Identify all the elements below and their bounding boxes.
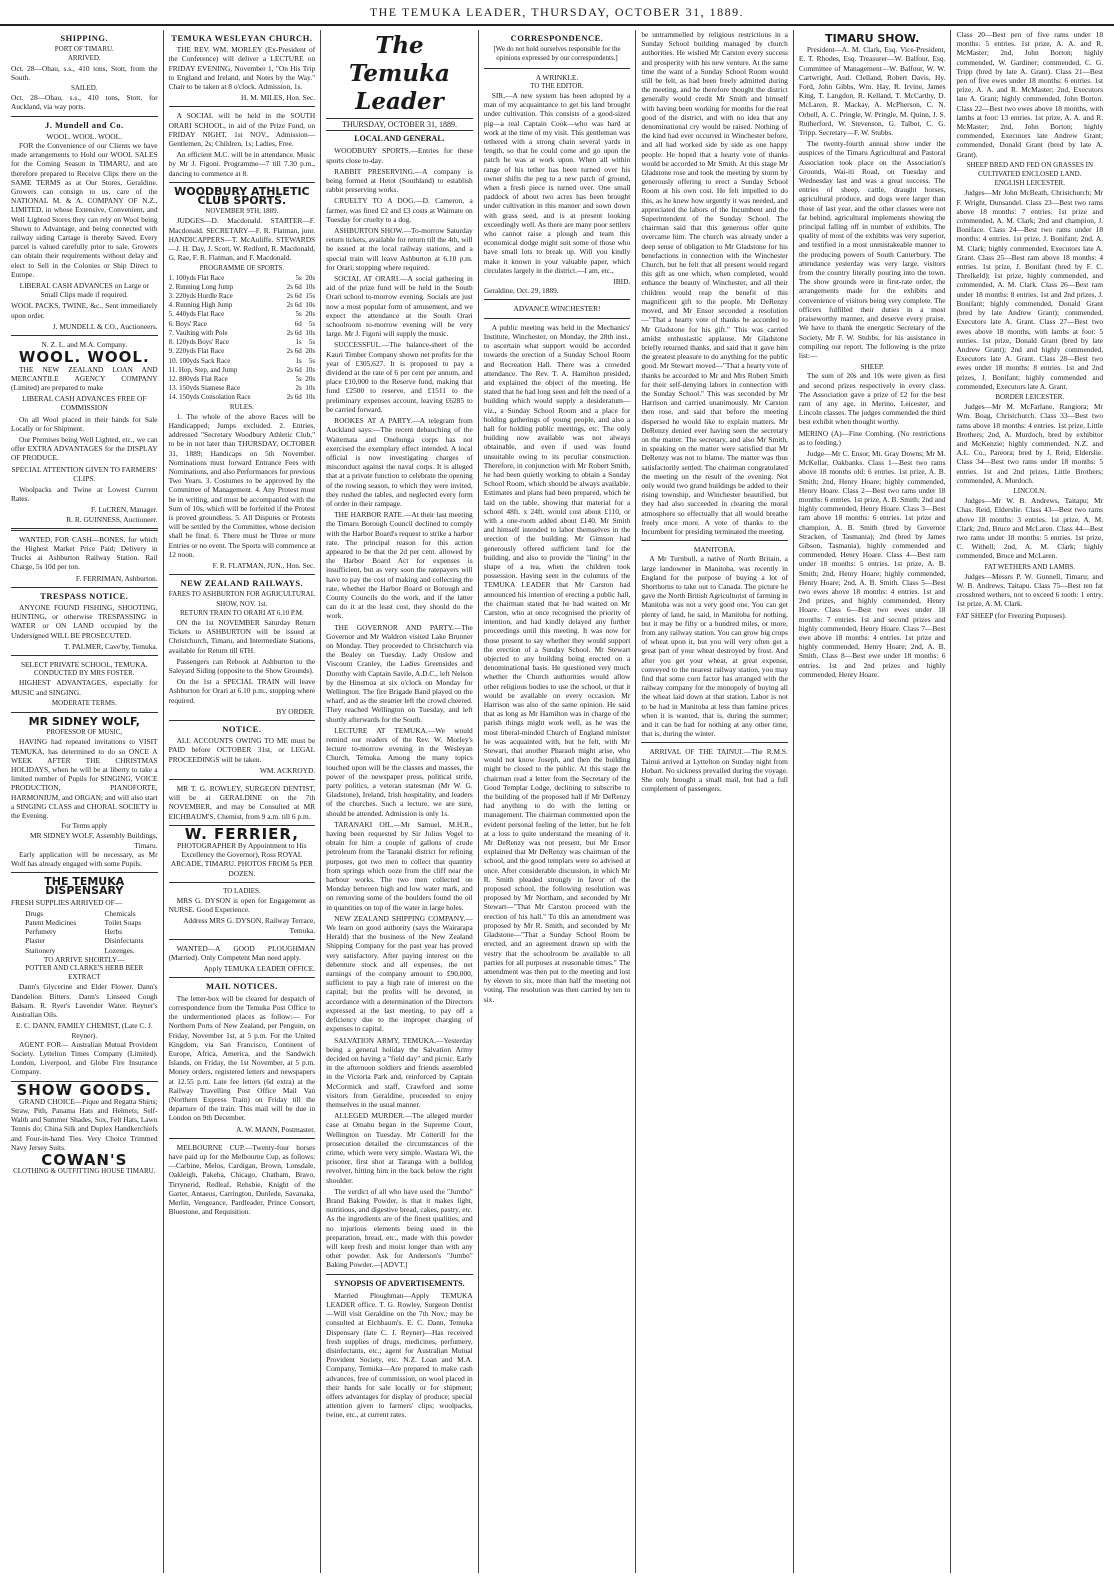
trespass-body: ANYONE FOUND FISHING, SHOOTING, HUNTING, or otherwise TRESPASSING in WATER or ON LAND occupied by the Undersigned WILL BE PROSECUTED. [11,602,158,640]
prize: 20s [305,347,316,356]
entry-fee: 2s 6d [286,292,302,301]
event-name: 2. Running Long Jump [168,282,234,291]
wanted-bones: WANTED, FOR CASH—BONES, for which the Highest Market Price Paid; Delivery in Trucks at Ashburton Railway Station. Rail Charge, 5s 10d per ton. [11,534,158,572]
railways-body: ON the 1st NOVEMBER Saturday Return Tickets to ASHBURTON will be issued at Christchurch, Timaru, and Intermediate Stations, available for Return till 6TH. [168,617,316,655]
sports-event-row [169,283,316,292]
sports-table [169,274,316,403]
column-5 [636,30,794,1573]
drug-list-right [104,909,143,955]
dann-signature: E. C. DANN, FAMILY CHEMIST, (Late C. J. Reyner). [15,1021,153,1040]
mail-body: The letter-box will be cleared for despatch of correspondence from the Temuka Post Office to the undermentioned places as follow:— For Northern Ports of New Zealand, per Penguin, on Friday, November 1st, at 5 p.m. For the United Kingdom, via San Francisco, Continent of Europe, Africa, America, and the Sandwich Islands, on Friday, the 1st November, at 5 p.m. Money orders, registered letters and newspapers at 12.55 p.m. Late fee letters (6d extra) at the Railway Travelling Post Office Mail Van (Northern Express Train) on Friday till the departure of the train. This mail will be due in London on 9th December. [168,993,316,1123]
sports-event-row [169,347,316,356]
advance-winchester-body: A public meeting was held in the Mechanics' Institute, Winchester, on Monday, the 28th inst., to ascertain what support would be accorded towards the erection of a Sunday School Room and Recreation Hall. There was a crowded attendance. The Rev. T. A. Hamilton presided, and explained the object of the meeting. He stated that he had long seen and felt the need of a building which would supply a desideratum—viz., a Sunday School Room and a place for holding gatherings of young people, and also a hall for holding public meetings, etc. The only building now available was not always obtainable, and even if used was found unsuitable owing to its peculiar construction. Therefore, in conjunction with Mr Robert Smith, he had been quietly working to obtain a Sunday School Room, which should be always available. Estimates and plans had been prepared, which he laid on the table, showing that material for a school 48ft. x 24ft. would cost about £110, or with a one-room added about £140. Mr Smith and himself intended to labor themselves in the erection of the building. Mr Gimson had generously offered sufficient land for the building, and also to provide the "lining" in the shape of a tea, when the children took possession. Having seen in the columns of the TEMUKA LEADER that Mr Carston had announced his intention of erecting a public hall, the chairman stated that he had waited on Mr Carston, who at once recognised the priority of intention, and had kindly delayed any further proceedings until this meeting. It was now for those present to say whether they would support the erection of a Sunday School. Mr Stewart objected to any building being erected on a denominational basis. He questioned very much whether the Church authorities would allow other religious bodies to use the school, or that it would be available on every occasion. Mr Harrison was also of the same opinion. He said that as long as Mr Hamilton was in charge of the parish things might work well, as he was the most liberal-minded Church of England minister he was acquainted with, but he felt, with Mr Stewart, that another Pharaoh might arise, who would not know Joseph, and then the building might be closed to the public. At this stage the chairman read a letter from the Secretary of the Good Templar Lodge, declining to subscribe to the building of the proposed hall if Mr DeRenzy had anything to do with the letting or management. The chairman commented upon the evident personal feeling of the letter, but he felt at a loss to quite understand the meaning of it. Mr DeRenzy was not present, but Mr Ensor explained that Mr DeRenzy was chairman of the school, and the good templars were so advised at once. After considerable discussion, in which Mr R. Smith pleaded strongly in favor of the proposed school, the following resolution was proposed by Mr Northam, and seconded by Mr Stewart—"That Mr Carston proceed with the erection of his hall." To this an amendment was proposed by Mr R. Smith, and seconded by Mr Gladstone—"That a Sunday School Room be erected, and an agreement drawn up with the vestry that the schoolroom be available to all parties for all purposes at reasonable times." The amendment was then put to the meeting and lost by eleven to six, more than half the meeting not voting. The resolution was then carried by ten to six. [483,322,631,1004]
fat-wethers-body: Judges—Messrs P. W. Gunnell, Timaru; and W. B. Andrews, Taitapu. Class 75—Best ten fat crossbred wethers, not to exceed 6 tooth: 1 entry. 1st prize, A. M. Clark. [956,571,1104,609]
disclaimer: [We do not hold ourselves responsible for the opinions expressed by our correspondents.] [493,45,621,63]
notice-heading: NOTICE. [222,724,262,735]
column-3 [321,30,479,1573]
event-name: 11. Hop, Step, and Jump [168,365,238,374]
local-paragraph: ROOKES AT A PARTY.—A telegram from Auckland says:—The recent debauching of the Waitemata and Onehunga corps has not exercised the exemplary effect intended. A local official is now investigating charges of misconduct against the naval corps. It is alleged that at a private function to celebrate the opening of the rowing season, to which they were invited, they rushed the tables, and neglected every form of order in their rampage. [326,416,473,508]
ferrier-heading: W. FERRIER, [184,824,299,843]
woolpacks-twine: Woolpacks and Twine at Lowest Current Rates. [11,484,158,504]
issue-date: THURSDAY, OCTOBER 31, 1889. [326,118,473,131]
lucren-signature: F. LuCREN, Manager. [91,505,158,515]
tainui-arrival: ARRIVAL OF THE TAINUI.—The R.M.S. Tainui arrived at Lyttelton on Sunday night from Hobart. No sickness prevailed during the voyage. She only brought a small mail, but had a full complement of passengers. [641,747,788,794]
local-paragraph: NEW ZEALAND SHIPPING COMPANY.—We learn on good authority (says the Wairarapa Herald) that the business of the New Zealand Shipping Company for the past year has proved very satisfactory. After paying interest on the debenture stock and all expenses, the net earnings of the company amount to £90,000, sufficient to pay a high rate of interest on the capital; but the profits will be devoted, in accordance with a determination of the Directors expressed at the last meeting, to pay off a deficiency due to the improper charging of expenses to capital. [326,913,473,1034]
woodbury-heading: WOODBURY ATHLETIC CLUB SPORTS. [174,184,310,208]
entry-fee: 5s [295,310,302,319]
mundell-body: FOR the Convenience of our Clients we have made arrangements to Hold our WOOL SALES for the Coming Season in TIMARU, and are therefore prepared to Receive Clips there on the SAME TERMS as at Our Stores, Geraldine. Growers can consign to us, care of the NATIONAL M. & A. COMPANY OF N.Z., LIMITED, in whose Extensive, Convenient, and Well Lighted Stores they can rely on Wool being Shown to Advantage, and being connected with railway siding Cartage is thereby Saved. Every parcel is valued carefully prior to sale. Growers can obtain their requirements without delay and elect to Sell in the Colonies or Ship Direct to Europe. [11,141,158,279]
drug-item: Toilet Soaps [104,918,142,928]
shipping-heading: SHIPPING. [60,33,109,43]
border-leicester-heading: BORDER LEICESTER. [995,392,1065,401]
grand-choice: GRAND CHOICE—Pique and Regatta Shirts; Straw, Pith, Panama Hats and Helmets; Self-Walth and Summer Shades, Sox, Felt Hats, Lawn Tennis do; China Silk and Duplex Handkerchiefs and Four-in-hand Ties. Very Choice Trimmed Navy Jersey Suits. [11,1096,158,1152]
column-1 [6,30,164,1573]
cultivated-heading: SHEEP BRED AND FED ON GRASSES IN CULTIVATED ENCLOSED LAND. [966,160,1094,179]
sailed-text: Oct. 28—Ohau, s.s., 410 tons, Stott, for Auckland, via way ports. [11,93,158,112]
return-train: RETURN TRAIN TO ORARI AT 6.10 P.M. [179,608,304,617]
railways-heading: NEW ZEALAND RAILWAYS. [180,578,304,589]
synopsis-body: Married Ploughman—Apply TEMUKA LEADER office. T. G. Rowley, Surgeon Dentist—Will visit Geraldine on the 7th Nov.; may be consulted at Eichbaum's. E. C. Dann, Temuka Dispensary (late C. J. Reyner)—Has received fresh supplies of drugs, medicines, perfumery, disinfectants, etc.; agent for Australian Mutual Provident Society, etc. N.Z. Loan and M.A. Company, Temuka—Are prepared to make cash advances, free of commission, on wool placed in their hands for sale locally or for shipment; offers advantages for display of produce; special attention given to farmers' clips; woolpacks, twine, etc., at current rates. [326,1290,473,1420]
guinness-signature: R. R. GUINNESS, Auctioneer. [66,514,158,524]
liberal-free: LIBERAL CASH ADVANCES FREE OF COMMISSION [22,394,147,413]
event-name: 12. 880yds Flat Race [168,374,228,383]
entry-fee: 2s 6d [286,328,302,337]
entry-fee: 2s 6d [286,365,302,374]
prize: 10s [305,328,316,337]
woodbury-date: NOVEMBER 9TH, 1889. [205,207,279,216]
highest-advantages: HIGHEST ADVANTAGES, especially for MUSIC and SINGING. [11,678,158,697]
local-paragraph: RABBIT PRESERVING.—A company is being formed at Hetot (Southland) to establish rabbit preserving works. [326,166,473,195]
prize: 10s [305,282,316,291]
event-name: 8. 120yds Boys' Race [168,338,229,347]
local-paragraphs [326,146,473,1269]
sports-event-row [169,292,316,301]
conducted-by: CONDUCTED BY MRS FOSTER. [34,669,135,678]
social-details: An efficient M.C. will be in attendance. Music by Mr J. Figoni. Programme—7 till 7.30 p.m., dancing to commence at 8. [168,150,316,178]
special-attention: SPECIAL ATTENTION GIVEN TO FARMERS' CLIPS. [11,464,158,483]
entry-fee: 5s [295,273,302,282]
local-paragraph: WOODBURY SPORTS.—Entries for these sports close to-day. [326,146,473,165]
prize-list-continued: Class 20—Best pen of five rams under 18 months: 5 entries. 1st prize, A. A. and R. McMaster; 2nd, John Borton; highly commended, W. Gardiner; commended, C. G. Tripp (bred by late A. Grant). Class 21—Best pen of five ewes under 18 months: 6 entries. 1st prize, A. A. and R. McMaster; 2nd, Executors late A. Grant; highly commended, John Borton. Class 22—Best two ewes above 18 months, with lambs at foot: 13 entries. 1st prize, A. A. and R. McMaster; 2nd, John Borton; highly commended, Executors late Andrew Grant; commended, Donald Grant (bred by late A. Grant). [956,30,1104,159]
show-report: The twenty-fourth annual show under the auspices of the Timaru Agricultural and Pastoral Association took place on the Association's Grounds, Wai-iti Road, on Tuesday and Wednesday last and was a great success. The entries of sheep, cattle, draught horses, agricultural produce, and dogs were larger than those of last year, and the other classes were not far behind, agricultural implements showing the principal falling off in number of exhibits. The quality of most of the exhibits was very superior, and testified in a most unmistakeable manner to the producing powers of South Canterbury. The attendance yesterday was very large, visitors from the country literally pouring into the town. The show grounds were in first-rate order, the arrangements made for the exhibits and convenience of visitors being very complete. The officers fulfilled their duties in a most praiseworthy manner, and deserve every praise. We have to thank the energetic Secretary of the Society, Mr F. W. Stubbs, for his assistance in compiling our report. The following is the prize list:— [798,139,946,360]
drug-list-left [25,909,76,955]
dann-items: Dann's Glycerine and Elder Flower. Dann's Dandelion Bitters. Dann's Linseed Cough Balsam. R. Ryer's Lavender Water. Reyner's Australian Oils. [11,982,158,1020]
ploughman-apply: Apply TEMUKA LEADER OFFICE. [203,964,316,974]
sheep-body: The sum of 20s and 10s were given as first and second prizes respectively in every class. The Association gave a prize of £2 for the best ram of any age, in Merino, Leicester, and Lincoln classes. The judges commended the third best exhibit when thought worthy. [798,371,946,427]
timaru-show-heading: TIMARU SHOW. [825,32,920,45]
local-paragraph: CRUELTY TO A DOG.—D. Cameron, a farmer, was fined £2 and £3 costs at Waimate on Tuesday for cruelty to a dog. [326,196,473,224]
wolf-body: HAVING had repeated invitations to VISIT TEMUKA, has determined to do so ONCE A WEEK AFTER THE CHRISTMAS HOLIDAYS, when he will be at liberty to take a limited number of Pupils for SINGING, VOICE PRODUCTION, PIANOFORTE, HARMONIUM, and ORGAN; and will also start a SINGING CLASS and CHORAL SOCIETY in the Evening. [11,737,158,821]
advance-winchester-heading: ADVANCE WINCHESTER! [513,304,601,314]
special-train: On the 1st a SPECIAL TRAIN will leave Ashburton for Orari at 6.10 p.m., stopping where required. [168,677,316,705]
manitoba-body: A Mr Turnbull, a native of North Britain, a large landowner in Manitoba, was recently in England for the purpose of buying a lot of Shorthorns to take out to Canada. The picture he gave the North British Agriculturist of farming in Manitoba was not a very good one. You can get plenty of land, he said, in Manitoba for nothing, but it may be fifty or a hundred miles, or more, from any railway station. You can grow big crops of wheat upon it, but you will very often get a great part of your wheat destroyed by frost. And after you get your wheat, at great expense, conveyed to the nearest railway station, you may find that some corn factor has arranged with the railway company for the monopoly of buying all the wheat laid down at that station. Labor is not to be had in Manitoba at less than famine prices when it is wanted, that is, during the summer; and it can be had for nothing at any other time, that is, during the winter. [641,554,788,739]
wolf-early: Early application will be necessary, as Mr Wolf has already engaged with some Pupils. [11,849,158,869]
column-4 [479,30,637,1573]
event-name: 1. 100yds Flat Race [168,273,225,282]
wool-triple: WOOL. WOOL. WOOL. [46,131,123,141]
local-paragraph: SUCCESSFUL.—The balance-sheet of the Kauri Timber Company shown net profits for the year of £305,627. It is proposed to pay a dividend at the rate of 6 per cent per annum, and place £10,000 to the Reserve fund, making that fund £2500 to reserve, and £1511 to the preliminary expenses account, leaving £6285 to be carried forward. [326,340,473,414]
select-school-heading: SELECT PRIVATE SCHOOL, TEMUKA. [20,659,148,669]
drug-lists [11,909,158,955]
mann-signature: A. W. MANN, Postmaster. [236,1124,316,1134]
correspondence-heading: CORRESPONDENCE. [510,33,604,43]
clothing-house: CLOTHING & OUTFITTING HOUSE TIMARU. [13,1167,156,1176]
sports-event-row [169,366,316,375]
mundell-signature: J. MUNDELL & CO., Auctioneers. [52,321,158,331]
sports-event-row [169,274,316,283]
mail-heading: MAIL NOTICES. [206,981,278,992]
local-paragraph: THE GOVERNOR AND PARTY.—The Governor and Mr Waldron visited Lake Brunner on Monday. They proceeded to Christchurch via the Bealey on Tuesday. Lady Onslow and Viscount Cranley, the Ladies Greensides and Dorothy with Captain Savile, A.D.C., left Nelson by the Hinemoa at six o'clock on Monday for Wellington. The fire Brigade Band played on the wharf, and as the steamer left the crowd cheered. They reached Wellington on Tuesday, and left shortly afterwards for the South. [326,622,473,724]
drug-item: Disinfectants [104,936,144,946]
sports-event-row [169,384,316,393]
wrinkle-heading: A WRINKLE. [535,72,579,82]
rules-body: 1. The whole of the above Races will be Handicapped; Jumps excluded. 2. Entries, addressed "Secretary Woodbury Athletic Club," to be in not later than THURSDAY, OCTOBER 31, 1889; Handicaps on 5th November. Nominations must forward Entrance Fees with Nominations, and also Performances for previous Two Years. 3. Costumes to be approved by the Committee of Management. 4. Any Protest must be in writing, and must be accompanied with the Sum of 10s, which will be forfeited if the Protest is proved groundless. 5. All Disputes or Protests will be settled by the Committee, whose decision shall be final. 6. There must be Three or more Entries or no event. The Sports will commence at 12 noon. [168,411,316,559]
sheep-heading: SHEEP. [860,362,884,372]
wolf-heading: MR SIDNEY WOLF, [28,715,140,728]
event-name: 10. 100yds Sack Race [168,356,231,365]
dispensary-heading: THE TEMUKA DISPENSARY [44,875,125,898]
drug-item: Chemicals [104,908,136,918]
by-order: BY ORDER. [276,706,316,716]
drug-item: Stationery [25,945,56,955]
to-ladies: TO LADIES. [223,886,261,895]
sports-event-row [169,393,316,402]
prize: 15s [305,292,316,301]
sports-event-row [169,357,316,366]
fresh-supplies: FRESH SUPPLIES ARRIVED OF— [11,897,123,907]
lincoln-body: Judges—Mr W. B. Andrews, Taitapu; Mr Chas. Reid, Elderslie. Class 43—Best two rams above 18 months: 3 entries. 1st prize, A. M. Clark; 2nd, Bruce and McLaren. Class 44—Best two rams under 18 months: 5 entries. 1st prize, C. Withell; 2nd, A. M. Clark; highly commended, Bruce and McLaren. [956,496,1104,561]
trespass-heading: TRESPASS NOTICE. [40,590,129,601]
merino-heading: MERINO (A)—Fine Combing. (No restrictions as to feeding.) [798,428,946,447]
ploughman-wanted: WANTED—A GOOD PLOUGHMAN (Married). Only Competent Man need apply. [168,943,316,963]
entry-fee: 2s 6d [286,282,302,291]
moderate-terms: MODERATE TERMS. [51,698,117,707]
event-name: 7. Vaulting with Pole [168,328,228,337]
winchester-continued: be untrammelled by religious restrictions in a Sunday School building managed by church authorities. He wished Mr Carston every success and prosperity with his new venture. At the same time the want of a Sunday School Room would still be felt, as had been freely admitted during the meeting, and he therefore thought the district generally would credit Mr Smith and himself with having been working for months for the real good of the district, and with no idea that any denominational cry would be raised. Nothing of the kind had ever occurred in Winchester before, and all had worked side by side as one happy people. He hoped that a hearty vote of thanks would be accorded to Mr Smith. At this stage Mr Gladstone rose and took the meeting by storm by generously offering to erect a Sunday School Room at his own cost. He felt impelled to do this, as he knew how urgently it was needed, and appreciated the labors of the Incumbent and the Superintendent of the Sunday School. The chairman said that this generous offer quite overcame him. The church was already under a deep sense of obligation to Mr Gladstone for his benefactions in connection with the Winchester Church, but he felt that all present would regard this gift as one which, when completed, would enhance the beauty of Winchester, and all their children would reap the benefit of this magnificent gift to the people. Mr DeRenzy moved, and Mr Ensor seconded a resolution—"That a hearty vote of thanks be accorded to Mr Gladstone for his gift." This was carried amidst enthusiastic applause. Mr Gladstone briefly returned thanks, and said that it gave him the greatest pleasure to do anything for the public good. Mr Stewart moved—"That a hearty vote of thanks be accorded to Mr and Mrs Robert Smith for their self-denying labors in connection with the Sunday School." This was seconded by Mr Harrison and carried unanimously. Mr Carston then rose, and said that before the meeting dispersed he would like to explain matters. Mr DeRenzy denied ever having seen the secretary on the matter. The secretary, and also Mr Smith, in speaking on the matter were satisfied that Mr DeRenzy was not to blame. The matter was thus satisfactorily settled. The chairman congratulated the meeting on the result of the evening. Not only would two grand buildings be added to their rising township, and Winchester beautified, but they had also succeeded in clearing the moral atmosphere so effectually that all would breathe freely once more. A vote of thanks to the Incumbent for presiding terminated the meeting. [641,30,788,536]
prize: 20s [305,310,316,319]
drug-item: Patent Medicines [25,918,77,928]
arrived-text: Oct. 28—Ohau, s.s., 410 tons, Stott, from the South. [11,63,158,82]
column-2 [164,30,322,1573]
ferrier-body: PHOTOGRAPHER By Appointment to His Excellency the Governor), Ross ROYAL ARCADE, TIMARU. PHOTOS FROM 5s PER DOZEN. [170,841,313,878]
entry-fee: 2s 6d [286,347,302,356]
rules-heading: RULES. [229,402,254,411]
on-all-wool: On all Wool placed in their hands for Sale Locally or for Shipment. [11,414,158,433]
wrinkle-body: SIR,—A new system has been adopted by a man of my acquaintance to get his land brought under cultivation. This consists of a good-sized pig—a real Captain Cook—who was hard at work at the time of my visit. This gentleman was tethered with a strong chain several yards in length, so that he could come and go upon the patch he was at work upon. When all within range of his tether has been turned over his owner shifts the peg to a new patch of ground, when a fresh piece is turned over. One small paddock of about two acres has been brought under cultivation in this manner and sown down with grass seed, and is at present looking exceedingly well. As there are many poor settlers who cannot raise a plough and team this economical dodge might suit some of those who have small lots to break up. Will you kindly make it known in your valuable paper, which circulates largely in the district.—I am, etc., [483,91,631,275]
prize: 10s [305,301,316,310]
sports-event-row [169,375,316,384]
page-header [0,0,1114,26]
event-name: 14. 150yds Consolation Race [168,393,251,402]
border-leicester-body: Judges—Mr M. McFarlane, Rangiora; Mr Wm. Boag, Christchurch. Class 33—Best two rams above 18 months: 4 entries. 1st prize, Little Brothers; 2nd, A. Murdoch, bred by exhibitor and McKenzie; highly commended, N.Z. and A.L. Co., Pareora; bred by J. Reid, Elderslie. Class 34—Best two rams under 18 months: 5 entries. 1st and 2nd prizes, Little Brothers; commended, A. Murdoch. [956,402,1104,485]
port-heading: PORT OF TIMARU. [54,45,114,54]
prize: 5s [308,356,316,365]
wolf-profession: PROFESSOR OF MUSIC, [46,728,123,737]
local-paragraph: ASHBURTON SHOW.—To-morrow Saturday return tickets, available for return till the 4th, will be issued at the local railway stations, and a special train will leave Ashburton at 6.10 p.m. for Orari, stopping where required. [326,226,473,272]
prize: 10s [305,384,316,393]
prize: 5s [308,338,316,347]
entry-fee: 2s [295,384,302,393]
entry-fee: 1s [295,338,302,347]
english-leicester-heading: ENGLISH LEICESTER. [994,179,1065,188]
local-paragraph: SOCIAL AT ORARI.—A social gathering in aid of the prize fund will be held in the South Orari school to-morrow evening. Socials are just now a most popular form of amusement, and we expect the attendance at the South Orari schoolroom to-morrow evening will be very large. Mr J. Figoni will supply the music. [326,274,473,339]
rowley-notice: MR T. G. ROWLEY, SURGEON DENTIST, will be at GERALDINE on the 7th NOVEMBER, and may be Consulted at MR EICHBAUM'S, Chemist, from 9 a.m. till 6 p.m. [168,784,316,821]
event-name: 5. 440yds Flat Race [168,310,225,319]
wesleyan-signature: H. M. MILES, Hon. Sec. [241,93,316,103]
local-paragraph: The verdict of all who have used the "Jumbo" Brand Baking Powder, is that it makes light, nutritious, and digestive bread, cakes, pastry, etc. As the ingredients are of the finest qualities, and no injurious elements being used in the preparation, bread, etc., made with this powder will keep fresh and moist longer than with any other powder. Ask for Anderson's "Jumbo" Baking Powder.—[ADVT.] [326,1186,473,1270]
sports-event-row [169,310,316,319]
masthead-text: THE TEMUKA LEADER, THURSDAY, OCTOBER 31, 1889. [369,4,745,19]
local-paragraph: TARANAKI OIL.—Mr Samuel, M.H.R., having been requested by Sir Julius Vogel to obtain for him a couple of gallons of crude petroleum from the Taranaki district for refining purposes, got two men to collect that quantity from springs which ooze from the cliff near the harbour works. The two men collected on Monday between high and low water mark, and on removing some of the boulders found the oil in quantities on top of the water in large holes. [326,819,473,912]
entry-fee: 6d [294,319,302,328]
sports-event-row [169,320,316,329]
liberal-advances: LIBERAL CASH ADVANCES on Large or Small Clips made if required. [19,281,149,300]
woodbury-officers: JUDGES—D. Macdonald. STARTER—F. Macdonald. SECRETARY—F. R. Flatman, junr. HANDICAPPERS—T. McAuliffe. STEWARDS—J. H. Day, J. Scott, W. Redford, R. Macdonald, G. Rae, F. R. Flatman, and F. Macdonald. [168,216,316,263]
to-arrive: TO ARRIVE SHORTLY— [43,954,125,964]
column-7 [951,30,1108,1573]
sports-event-row [169,301,316,310]
event-name: 4. Running High Jump [168,301,233,310]
social-notice: A SOCIAL will be held in the SOUTH ORARI SCHOOL, in aid of the Prize Fund, on FRIDAY NIGHT, 1st NOV., Admission—Gentlemen, 2s; Children, 1s; Ladies, Free. [168,111,316,149]
column-6 [794,30,952,1573]
flatman-signature: F. R. FLATMAN, JUN., Hon. Sec. [212,560,316,570]
to-editor: TO THE EDITOR. [530,81,584,90]
drug-item: Plaster [25,936,46,946]
sailed-label: SAILED. [70,84,98,93]
prize: 20s [305,273,316,282]
synopsis-heading: SYNOPSIS OF ADVERTISEMENTS. [334,1278,465,1288]
manitoba-heading: MANITOBA. [693,545,736,555]
prize: 10s [305,365,316,374]
dann-agent: AGENT FOR— Australian Mutual Provident Society. Lyttelton Times Company (Limited). London, Liverpool, and Globe Fire Insurance Company. [11,1039,158,1077]
sports-event-row [169,329,316,338]
palmer-signature: T. PALMER, Cave'by, Temuka. [64,641,158,651]
event-name: 9. 220yds Flat Race [168,347,225,356]
wolf-signature: MR SIDNEY WOLF, Assembly Buildings, Timaru. [30,831,158,850]
event-name: 6. Boys' Race [168,319,207,328]
nzlma-heading: N. Z. L. and M.A. Company. [41,340,128,350]
drug-item: Drugs [25,908,44,918]
ferriman-signature: F. FERRIMAN, Ashburton. [75,573,158,583]
notice-body: ALL ACCOUNTS OWING TO ME must be PAID before OCTOBER 31st, or LEGAL PROCEEDINGS will be taken. [168,736,316,764]
entry-fee: 5s [295,374,302,383]
dyson-address: Address MRS G. DYSON, Railway Terrace, Temuka. [183,916,316,935]
show-officers: President—A. M. Clark, Esq. Vice-President, E. T. Rhodes, Esq. Treasurer—W. Balfour, Esq. Committee of Management—W. Balfour, W. W. Cartwright, Aud. Clelland, Robert Davis, Hy. Ford, John Gibbs, Wm. Hay, R. Irvine, James King, T. Langdon, R. Kelland, T. McCarthy, D. McLaren, R. Mackay, A. McPherson, C. N. Orbell, A. C. Pringle, W. Pringle, M. Quinn, J. S. Rutherford, W. Stevenson, G. Talbot, C. G. Tripp. Secretary—F. W. Stubbs. [798,45,946,138]
prize: 20s [305,374,316,383]
show-goods-heading: SHOW GOODS. [16,1080,153,1099]
potter-clarke: POTTER AND CLARKE'S HERB BEER EXTRACT [25,964,144,982]
fat-sheep-heading: FAT SHEEP (for Freezing Purposes). [956,610,1067,620]
wolf-terms: For Terms apply [61,822,108,831]
sports-event-row [169,338,316,347]
entry-fee: 2s 6d [286,301,302,310]
english-leicester-body: Judges—Mr John McBeath, Christchurch; Mr F. Wright, Dunsandel. Class 23—Best two rams above 18 months: 7 entries. 1st prize and commended, A. M. Clark; 2nd and champion, J. Boniface. Class 24—Best two rams under 18 months: 4 entries. 1st prize, J. Bonifant; 2nd, A. M. Clark; highly commended, Executors late A. Grant. Class 25—Best ram above 18 months: 4 entries. 1st prize, J. Bonifant (bred by F. C. Threlkeld); 1st prize, highly commended, and commended, A. M. Clark. Class 26—Best ram under 18 months: 8 entries. 1st and 2nd prizes, J. Bonifant; highly commended, Donald Grant (bred by late Andrew Grant); commended, Executors late A. Grant. Class 27—Best two ewes above 18 months, with lambs at foot: 5 entries. 1st prize, Donald Grant (bred by late Andrew Grant); 2nd and highly commended, Executors late A. Grant. Class 28—Best two ewes under 18 months: 8 entries. 1st and 2nd prizes, J. Bonifant; highly commended and commended, Executors late A. Grant. [956,188,1104,391]
melbourne-cup: MELBOURNE CUP.—Twenty-four horses have paid up for the Melbourne Cup, as follows:—Carbine, Melos, Cardigan, Brown, Lonsdale, Oakleigh, Pakeha, Chicago, Chatham, Bravo, Tirrynerid, Redleaf, Rehsbie, Knight of the Garter, Antaeus, Carrington, Dunlede, Savanaka, Merlin, Vengeance, Pardleader, Prince Consort, Bluestone, and Requisition. [168,1142,316,1217]
wesleyan-heading: TEMUKA WESLEYAN CHURCH. [171,33,313,43]
wool-wool-heading: WOOL. WOOL. [18,348,150,367]
prize: 5s [308,319,316,328]
rebook: Passengers can Rebook at Ashburton to the Saleyard Siding (opposite to the Show Grounds). [168,656,316,675]
mundell-heading: J. Mundell and Co. [44,119,124,130]
arrived-label: ARRIVED. [67,54,101,63]
wesleyan-body: THE REV. WM. MORLEY (Ex-President of the Conference) will deliver a LECTURE on FRIDAY EVENING, November 1, "On His Trip to England and Ireland, and Notes by the Way." Chair to be taken at 8 o'clock. Admission, 1s. [168,45,316,92]
drug-item: Herbs [104,927,123,937]
local-paragraph: SALVATION ARMY, TEMUKA.—Yesterday being a general holiday the Salvation Army decided on having a "field day" and picnic. Early in the afternoon soldiers and friends assembled in the Victoria Park and, reinforced by Captain McCormick and staff, Crawford and some visitors from Geraldine, proceeded to enjoy themselves in the usual manner. [326,1035,473,1109]
ackroyd-signature: WM. ACKROYD. [259,765,316,775]
local-paragraph: LECTURE AT TEMUKA.—We would remind our readers of the Rev. W. Morley's lecture to-morrow evening in the Wesleyan Church, Temuka. Among the many topics touched upon will be the classes and masses, the power of the newspaper press, political strife, party politics, a veteran statesman (Mr W. G. Gladstone), Ireland, Irish hospitality, and leaders of the churches. Such a lecture, we are sure, should be attended. Admission is only 1s. [326,725,473,818]
lincoln-heading: LINCOLN. [1013,486,1046,495]
drug-item: Perfumery [25,927,57,937]
local-general-heading: LOCAL AND GENERAL. [354,134,445,144]
local-paragraph: THE HARBOR RATE.—At their last meeting the Timaru Borough Council declined to comply with the Harbor Board's request to strike a harbor rate. The principal reason for this action appeared to be that the 2d per cent. allowed by the Harbor Board Act for expenses is insufficient, but as very soon the ratepayers will have to pay the cost of making and collecting the rate, whether the Harbor Board or Borough and County Councils do the work, and if the latter can do it at the least cost, they should do the work. [326,510,473,621]
nzl-body: THE NEW ZEALAND LOAN AND MERCANTILE AGENCY COMPANY (Limited) are prepared to make [11,364,158,392]
event-name: 13. 150yds Siamese Race [168,384,241,393]
dyson-notice: MRS G. DYSON is open for Engagement as NURSE. Good Experience. [168,896,316,915]
newspaper-title: The Temuka Leader [348,32,450,115]
cowans-heading: COWAN'S [41,1150,128,1169]
entry-fee: 1s [295,356,302,365]
prize: 10s [305,393,316,402]
ibid-signature: IBID. [613,277,631,287]
fares-heading: FARES TO ASHBURTON FOR AGRICULTURAL SHOW, NOV. 1st. [168,590,315,608]
woolpacks: WOOL PACKS, TWINE, &c., Sent immediately upon order. [11,301,158,320]
entry-fee: 2s 6d [286,393,302,402]
event-name: 3. 220yds Hurdle Race [168,292,233,301]
drug-item: Lozenges. [104,945,135,955]
merino-body: Judge—Mr C. Ensor, Mt. Gray Downs; Mr M. McKellar, Oakbanks. Class 1—Best two rams above 18 months old: 6 entries. 1st prize, A. B. Smith; 2nd, Henry Hoare; highly commended, Henry Hoare. Class 2—Best two rams under 18 months: 6 entries. 1st prize, A. B. Smith; 2nd and highly commended, Henry Hoare. Class 3—Best ram above 18 months: 6 entries. 1st prize and champion, A. B. Smith (bred by Governor Stracken, of Tasmania); 2nd (bred by James Gibson, Tasmania), highly commended and commended, Henry Hoare. Class 4—Best ram under 18 months: 5 entries. 1st prize, A. B. Smith; 2nd, Henry Hoare; highly commended, Henry Hoare; 2nd, A. B. Smith. Class 5—Best two ewes above 18 months: 4 entries. 1st and 2nd prizes, and highly commended, Henry Hoare. Class 6—Best two ewes under 18 months: 7 entries. 1st and second prizes and highly commended, Henry Hoare. Class 7—Best ewe above 18 months: 4 entries. 1st prize and highly commended, Henry Hoare; 2nd, A. B. Smith. Class 8—Best ewe under 18 months: 6 entries. 1st and 2nd prizes and highly commended, Henry Hoare. [798,448,946,679]
letter-dateline: Geraldine, Oct. 29, 1889. [483,286,559,296]
programme-heading: PROGRAMME OF SPORTS. [199,264,285,273]
local-paragraph: ALLEGED MURDER.—The alleged murder case at Omahu began in the Supreme Court, Wellington on Tuesday. Mr Cotterill for the prosecution detailed the circumstances of the crime, which were very simple. Wastara Wi, the prisoner, first shot at Taranga with a bulldog revolver, hitting him in the back below the right shoulder. [326,1111,473,1185]
fat-wethers-heading: FAT WETHERS AND LAMBS. [984,562,1076,571]
premises: Our Premises being Well Lighted, etc., we can offer EXTRA ADVANTAGES for the DISPLAY OF PRODUCE. [11,434,158,463]
newspaper-columns [6,30,1108,1573]
